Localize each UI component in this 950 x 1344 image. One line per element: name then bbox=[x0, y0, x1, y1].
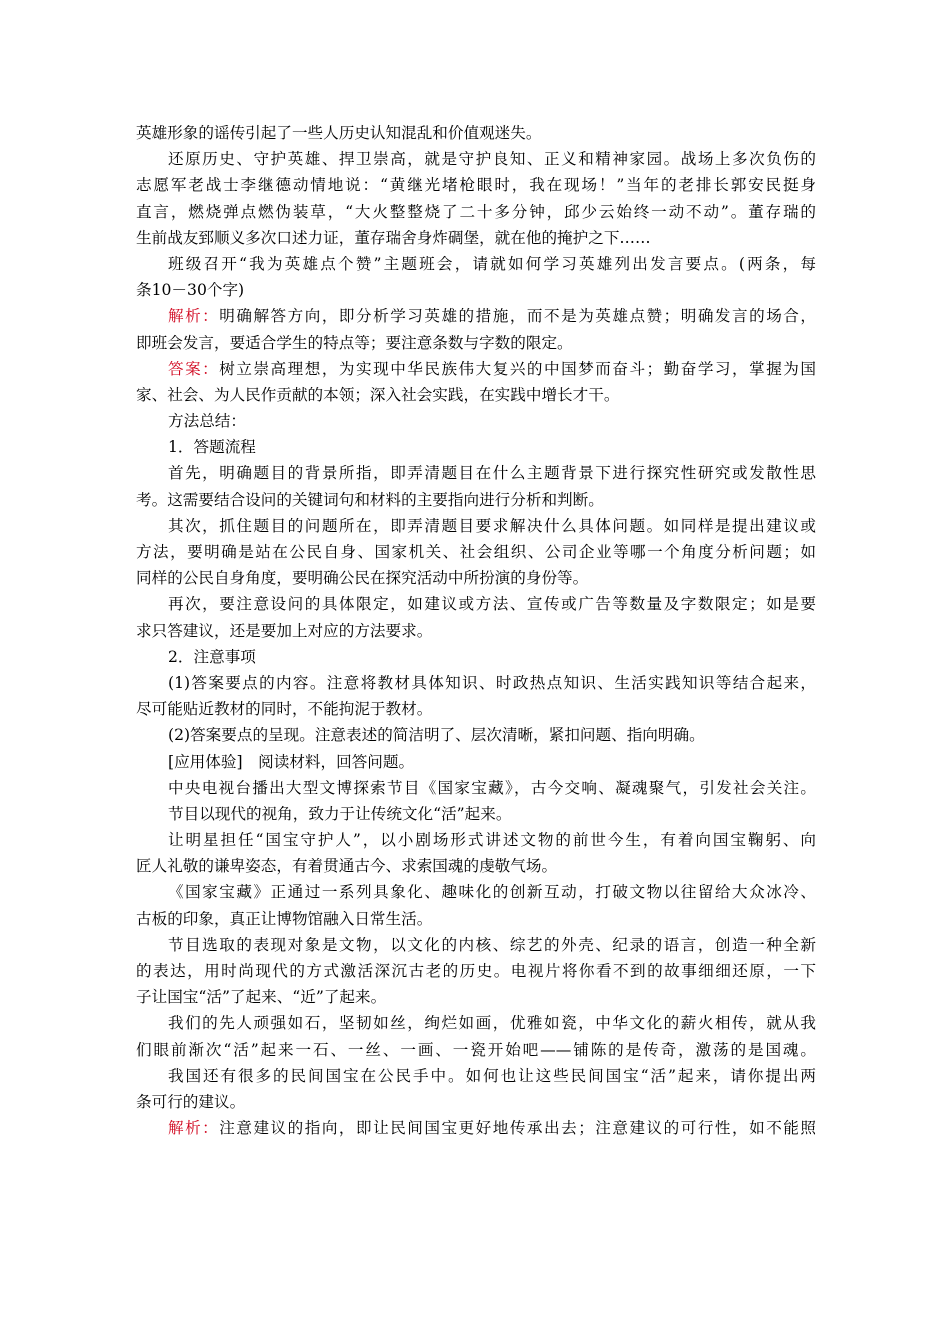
line-text: 们眼前渐次“活”起来一石、一丝、一画、一瓷开始吧——铺陈的是传奇，激荡的是国魂。 bbox=[136, 1040, 816, 1059]
line-text: 子让国宝“活”了起来、“近”了起来。 bbox=[136, 988, 387, 1007]
line-text: 生前战友郅顺义多次口述力证，董存瑞舍身炸碉堡，就在他的掩护之下…… bbox=[136, 228, 651, 247]
text-line bbox=[136, 696, 816, 722]
text-line bbox=[136, 775, 816, 801]
text-line bbox=[136, 251, 816, 277]
text-line bbox=[136, 172, 816, 198]
line-text: 的表达，用时尚现代的方式激活深沉古老的历史。电视片将你看不到的故事细细还原，一下 bbox=[136, 962, 816, 980]
text-line bbox=[136, 749, 816, 775]
text-line bbox=[136, 1089, 816, 1115]
text-line bbox=[136, 225, 816, 251]
line-text: 其次，抓住题目的问题所在，即弄清题目要求解决什么具体问题。如同样是提出建议或 bbox=[168, 516, 816, 535]
text-line bbox=[136, 565, 816, 591]
text-line bbox=[136, 670, 816, 696]
line-text: 直言，燃烧弹点燃伪装草，“大火整整烧了二十多分钟，邱少云始终一动不动”。董存瑞的 bbox=[136, 202, 816, 221]
line-text: 树立崇高理想，为实现中华民族伟大复兴的中国梦而奋斗；勤奋学习，掌握为国 bbox=[219, 359, 816, 378]
text-line bbox=[136, 513, 816, 539]
text-line bbox=[136, 1010, 816, 1036]
line-text: 节目以现代的视角，致力于让传统文化“活”起来。 bbox=[168, 804, 512, 823]
text-line bbox=[136, 644, 816, 670]
line-text: 尽可能贴近教材的同时，不能拘泥于教材。 bbox=[136, 700, 433, 719]
text-line bbox=[136, 408, 816, 434]
line-text: 我们的先人顽强如石，坚韧如丝，绚烂如画，优雅如瓷，中华文化的薪火相传，就从我 bbox=[168, 1014, 816, 1033]
line-text: 考。这需要结合设问的关键词句和材料的主要指向进行分析和判断。 bbox=[136, 490, 604, 509]
text-line bbox=[136, 277, 816, 303]
line-text: 还原历史、守护英雄、捍卫崇高，就是守护良知、正义和精神家园。战场上多次负伤的 bbox=[168, 150, 816, 169]
text-line bbox=[136, 591, 816, 617]
line-text: 家、社会、为人民作贡献的本领；深入社会实践，在实践中增长才干。 bbox=[136, 385, 620, 404]
line-text: 我国还有很多的民间国宝在公民手中。如何也让这些民间国宝“活”起来，请你提出两 bbox=[168, 1066, 816, 1085]
text-line bbox=[136, 199, 816, 225]
line-text: [应用体验] 阅读材料，回答问题。 bbox=[168, 752, 415, 771]
line-text: 古板的印象，真正让博物馆融入日常生活。 bbox=[136, 909, 433, 928]
text-line bbox=[136, 853, 816, 879]
line-text: (2)答案要点的呈现。注意表述的简洁明了、层次清晰，紧扣问题、指向明确。 bbox=[168, 726, 705, 745]
text-line bbox=[136, 539, 816, 565]
line-text: 条可行的建议。 bbox=[136, 1092, 246, 1111]
line-text: 班级召开“我为英雄点个赞”主题班会，请就如何学习英雄列出发言要点。(两条，每 bbox=[168, 254, 816, 273]
text-line bbox=[136, 303, 816, 329]
line-text: 2．注意事项 bbox=[168, 647, 256, 666]
line-text: (1)答案要点的内容。注意将教材具体知识、时政热点知识、生活实践知识等结合起来， bbox=[168, 673, 816, 692]
text-line bbox=[136, 487, 816, 513]
text-line bbox=[136, 722, 816, 748]
line-text: 英雄形象的谣传引起了一些人历史认知混乱和价值观迷失。 bbox=[136, 124, 542, 142]
text-line bbox=[136, 984, 816, 1010]
line-text: 即班会发言，要适合学生的特点等；要注意条数与字数的限定。 bbox=[136, 333, 573, 352]
text-line bbox=[136, 330, 816, 356]
line-text: 首先，明确题目的背景所指，即弄清题目在什么主题背景下进行探究性研究或发散性思 bbox=[168, 464, 816, 483]
text-line bbox=[136, 827, 816, 853]
line-text: 匠人礼敬的谦卑姿态，有着贯通古今、求索国魂的虔敬气场。 bbox=[136, 857, 558, 876]
text-line bbox=[136, 382, 816, 408]
text-line bbox=[136, 120, 816, 146]
text-line bbox=[136, 618, 816, 644]
text-line bbox=[136, 879, 816, 905]
line-text: 方法，要明确是站在公民自身、国家机关、社会组织、公司企业等哪一个角度分析问题；如 bbox=[136, 543, 816, 561]
answer-label: 解析： bbox=[168, 307, 220, 326]
line-text: 求只答建议，还是要加上对应的方法要求。 bbox=[136, 621, 433, 640]
text-line bbox=[136, 906, 816, 932]
text-line bbox=[136, 1063, 816, 1089]
line-text: 志愿军老战士李继德动情地说：“黄继光堵枪眼时，我在现场！”当年的老排长郭安民挺身 bbox=[136, 176, 816, 195]
line-text: 再次，要注意设问的具体限定，如建议或方法、宣传或广告等数量及字数限定；如是要 bbox=[168, 595, 816, 614]
text-line bbox=[136, 958, 816, 984]
text-line bbox=[136, 460, 816, 486]
line-text: 明确解答方向，即分析学习英雄的措施，而不是为英雄点赞；明确发言的场合， bbox=[219, 307, 816, 326]
line-text: 注意建议的指向，即让民间国宝更好地传承出去；注意建议的可行性，如不能照 bbox=[219, 1119, 816, 1138]
text-line bbox=[136, 801, 816, 827]
text-line bbox=[136, 1037, 816, 1063]
text-line bbox=[136, 932, 816, 958]
answer-label: 答案： bbox=[168, 359, 220, 378]
line-text: 节目选取的表现对象是文物，以文化的内核、综艺的外壳、纪录的语言，创造一种全新 bbox=[168, 935, 816, 954]
line-text: 同样的公民自身角度，要明确公民在探究活动中所扮演的身份等。 bbox=[136, 569, 589, 588]
answer-label: 解析： bbox=[168, 1119, 220, 1138]
line-text: 《国家宝藏》正通过一系列具象化、趣味化的创新互动，打破文物以往留给大众冰冷、 bbox=[168, 883, 816, 902]
line-text: 条10－30个字) bbox=[136, 281, 245, 300]
text-line bbox=[136, 146, 816, 172]
line-text: 让明星担任“国宝守护人”，以小剧场形式讲述文物的前世今生，有着向国宝鞠躬、向 bbox=[168, 831, 816, 850]
text-line bbox=[136, 356, 816, 382]
line-text: 1．答题流程 bbox=[168, 438, 256, 457]
line-text: 方法总结： bbox=[168, 412, 246, 431]
text-line bbox=[136, 1115, 816, 1141]
document-body bbox=[136, 120, 816, 1141]
text-line bbox=[136, 434, 816, 460]
line-text: 中央电视台播出大型文博探索节目《国家宝藏》，古今交响、凝魂聚气，引发社会关注。 bbox=[168, 778, 816, 797]
